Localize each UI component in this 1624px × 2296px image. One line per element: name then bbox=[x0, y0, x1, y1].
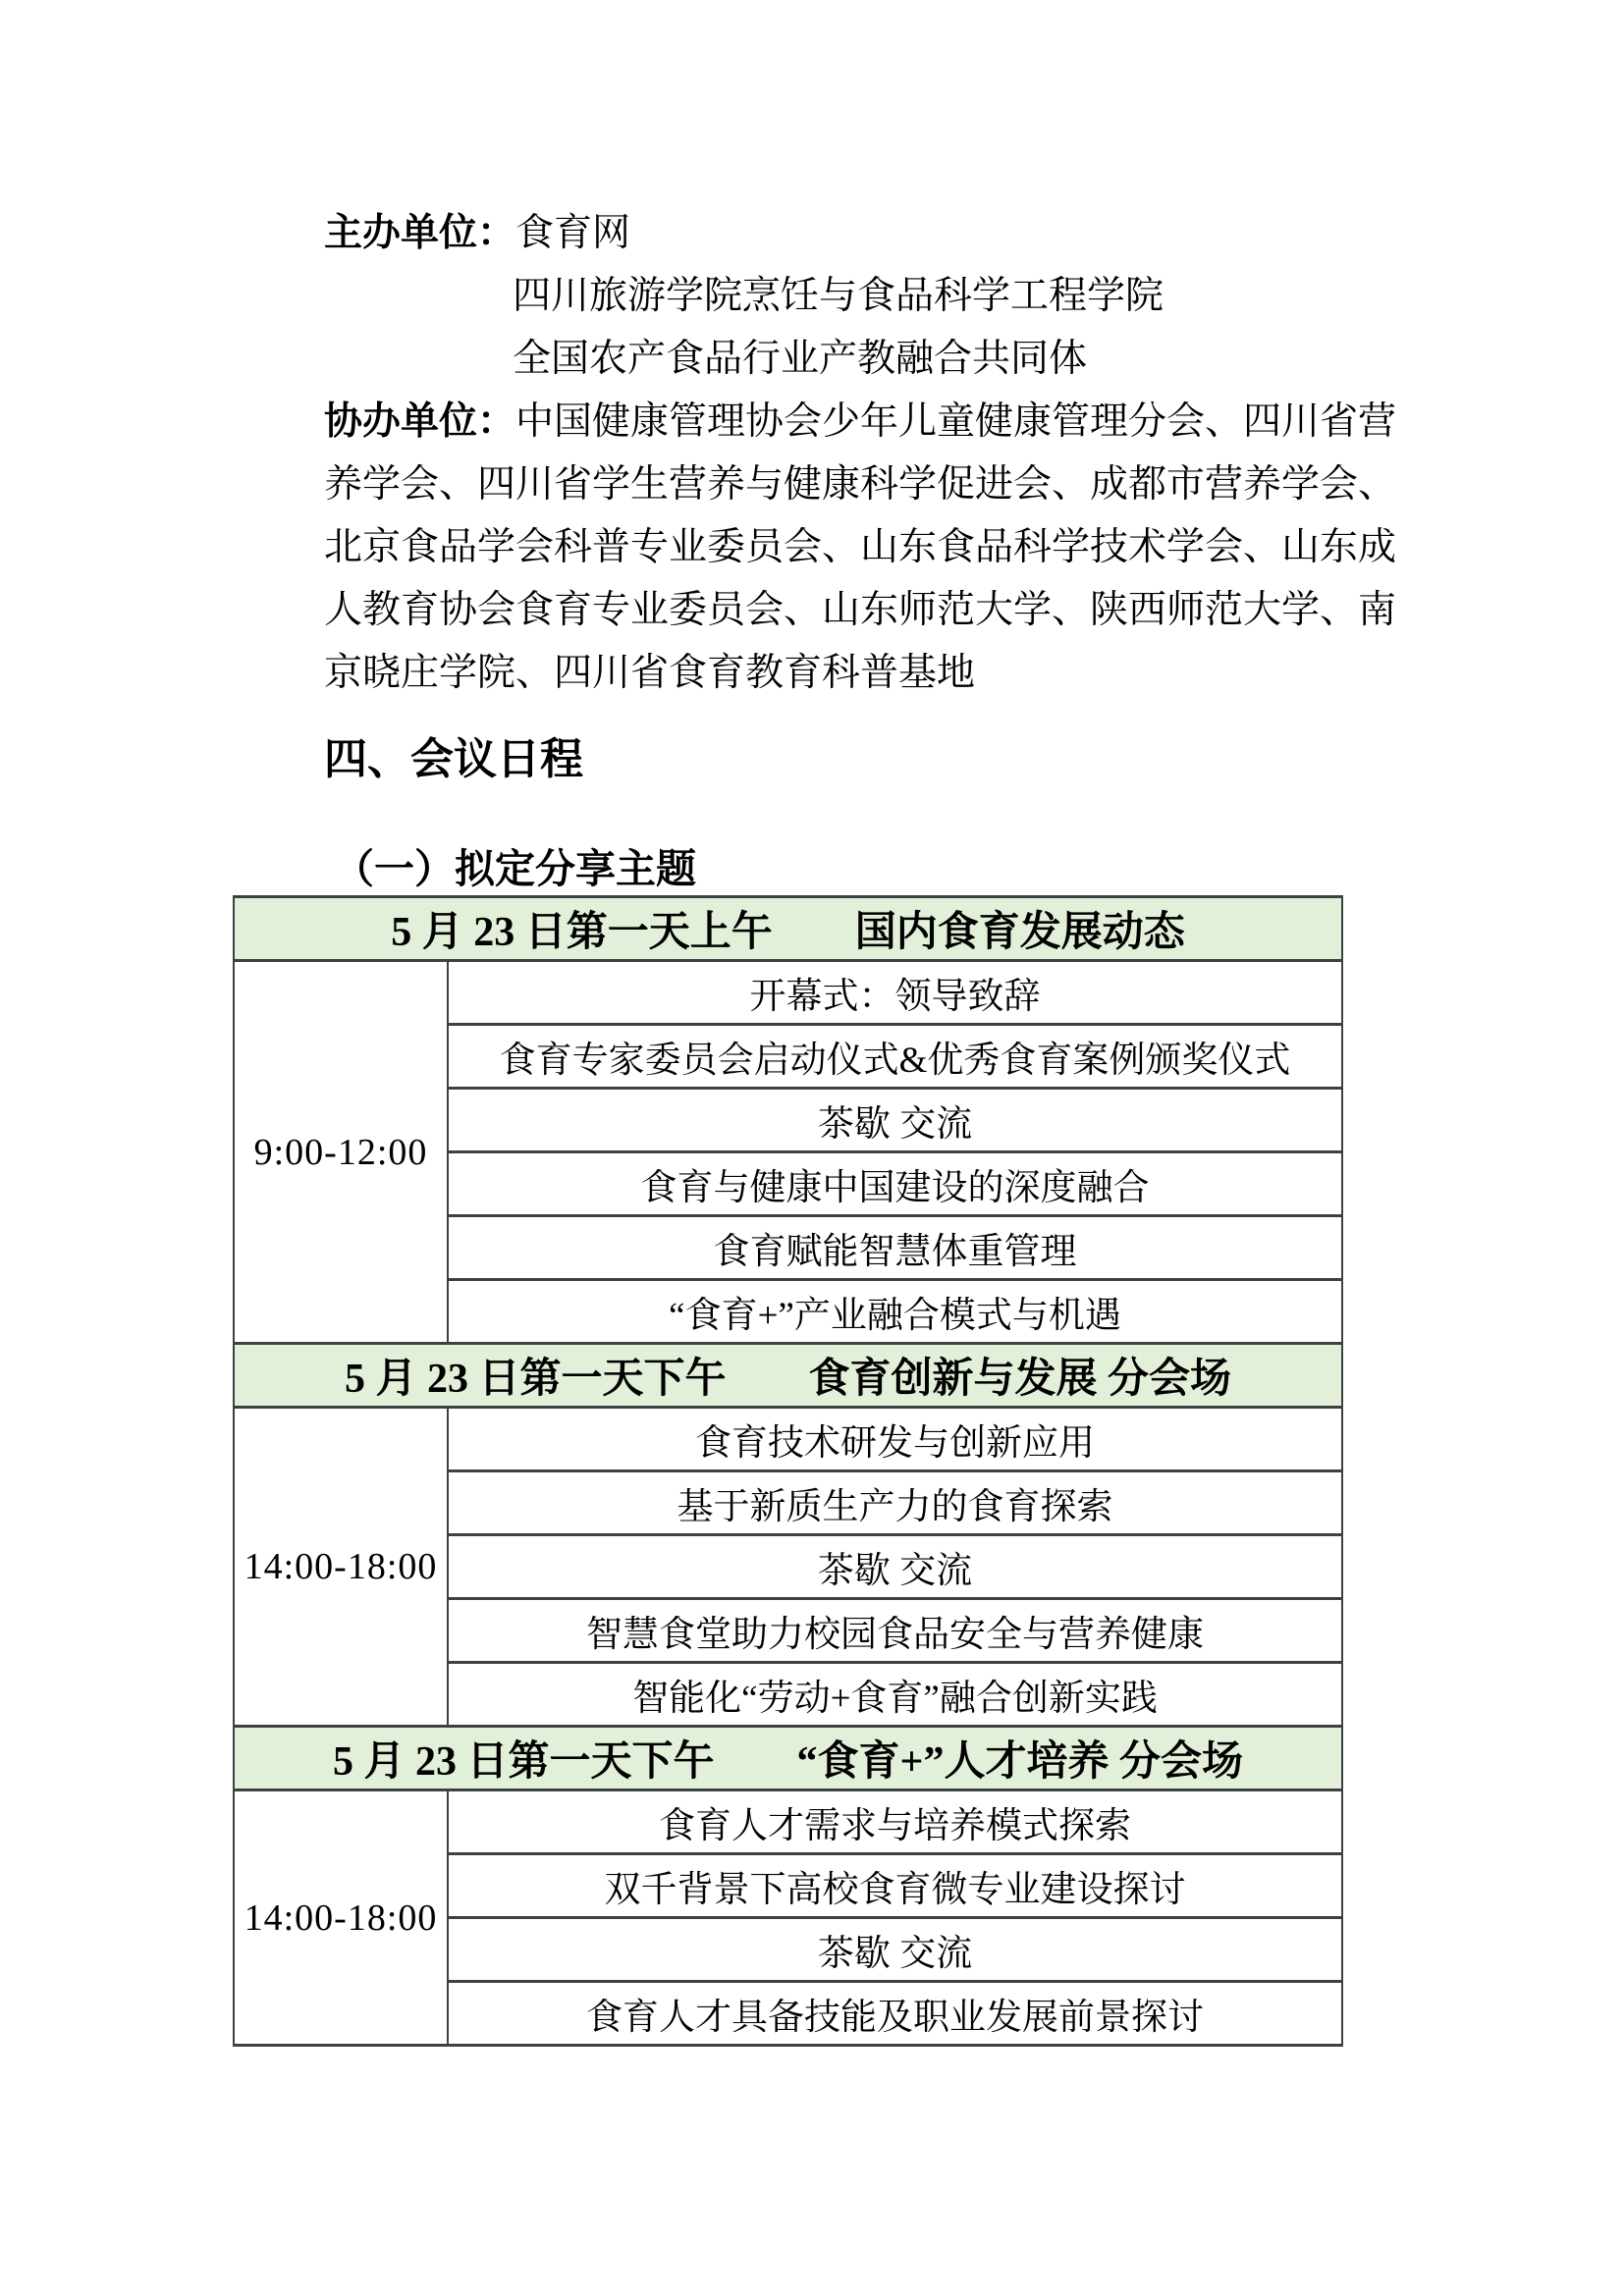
agenda-section-header-cell: 5 月 23 日第一天上午 国内食育发展动态 bbox=[234, 897, 1342, 961]
co-organizer-line: 京晓庄学院、四川省食育教育科普基地 bbox=[324, 652, 976, 694]
agenda-item-cell: “食育+”产业融合模式与机遇 bbox=[448, 1280, 1342, 1344]
agenda-item-cell: 食育专家委员会启动仪式&优秀食育案例颁奖仪式 bbox=[448, 1025, 1342, 1089]
agenda-item-cell: 茶歇 交流 bbox=[448, 1089, 1342, 1152]
co-organizer-line: 北京食品学会科普专业委员会、山东食品科学技术学会、山东成 bbox=[324, 526, 1397, 568]
agenda-item-cell: 智能化“劳动+食育”融合创新实践 bbox=[448, 1663, 1342, 1727]
co-organizer-line: 中国健康管理协会少年儿童健康管理分会、四川省营 bbox=[515, 400, 1397, 443]
agenda-item-cell: 茶歇 交流 bbox=[448, 1918, 1342, 1982]
agenda-item-cell: 基于新质生产力的食育探索 bbox=[448, 1471, 1342, 1535]
co-organizer-line: 人教育协会食育专业委员会、山东师范大学、陕西师范大学、南 bbox=[324, 589, 1397, 631]
co-organizer-first-line bbox=[324, 391, 1453, 454]
host-organizer-line: 食育网 bbox=[515, 212, 631, 254]
host-organizer-first-line bbox=[324, 202, 1453, 265]
agenda-item-cell: 茶歇 交流 bbox=[448, 1535, 1342, 1599]
agenda-item-cell: 食育与健康中国建设的深度融合 bbox=[448, 1152, 1342, 1216]
section-heading: 四、会议日程 bbox=[324, 735, 583, 783]
agenda-item-row bbox=[234, 1790, 1342, 1854]
agenda-item-cell: 智慧食堂助力校园食品安全与营养健康 bbox=[448, 1599, 1342, 1663]
agenda-item-row bbox=[234, 1408, 1342, 1471]
agenda-header-row bbox=[234, 897, 1342, 961]
agenda-time-cell: 14:00-18:00 bbox=[234, 1408, 448, 1727]
agenda-section-header-cell: 5 月 23 日第一天下午 食育创新与发展 分会场 bbox=[234, 1344, 1342, 1408]
host-organizer-line: 四川旅游学院烹饪与食品科学工程学院 bbox=[513, 275, 1164, 317]
co-organizer-line: 养学会、四川省学生营养与健康科学促进会、成都市营养学会、 bbox=[324, 463, 1397, 506]
host-organizer-line: 全国农产食品行业产教融合共同体 bbox=[513, 338, 1088, 380]
agenda-header-row bbox=[234, 1727, 1342, 1790]
co-organizer-label: 协办单位： bbox=[324, 400, 516, 443]
agenda-item-cell: 双千背景下高校食育微专业建设探讨 bbox=[448, 1854, 1342, 1918]
agenda-item-cell: 食育赋能智慧体重管理 bbox=[448, 1216, 1342, 1280]
agenda-item-cell: 食育技术研发与创新应用 bbox=[448, 1408, 1342, 1471]
agenda-item-row bbox=[234, 961, 1342, 1025]
organizers-block bbox=[324, 202, 1453, 705]
agenda-section-header-cell: 5 月 23 日第一天下午 “食育+”人才培养 分会场 bbox=[234, 1727, 1342, 1790]
agenda-item-cell: 食育人才具备技能及职业发展前景探讨 bbox=[448, 1982, 1342, 2046]
agenda-item-cell: 开幕式：领导致辞 bbox=[448, 961, 1342, 1025]
agenda-time-cell: 14:00-18:00 bbox=[234, 1790, 448, 2046]
agenda-time-cell: 9:00-12:00 bbox=[234, 961, 448, 1344]
host-organizer-label: 主办单位： bbox=[324, 212, 516, 254]
agenda-item-cell: 食育人才需求与培养模式探索 bbox=[448, 1790, 1342, 1854]
subsection-heading: （一）拟定分享主题 bbox=[334, 846, 696, 891]
agenda-header-row bbox=[234, 1344, 1342, 1408]
agenda-table bbox=[233, 895, 1343, 2047]
